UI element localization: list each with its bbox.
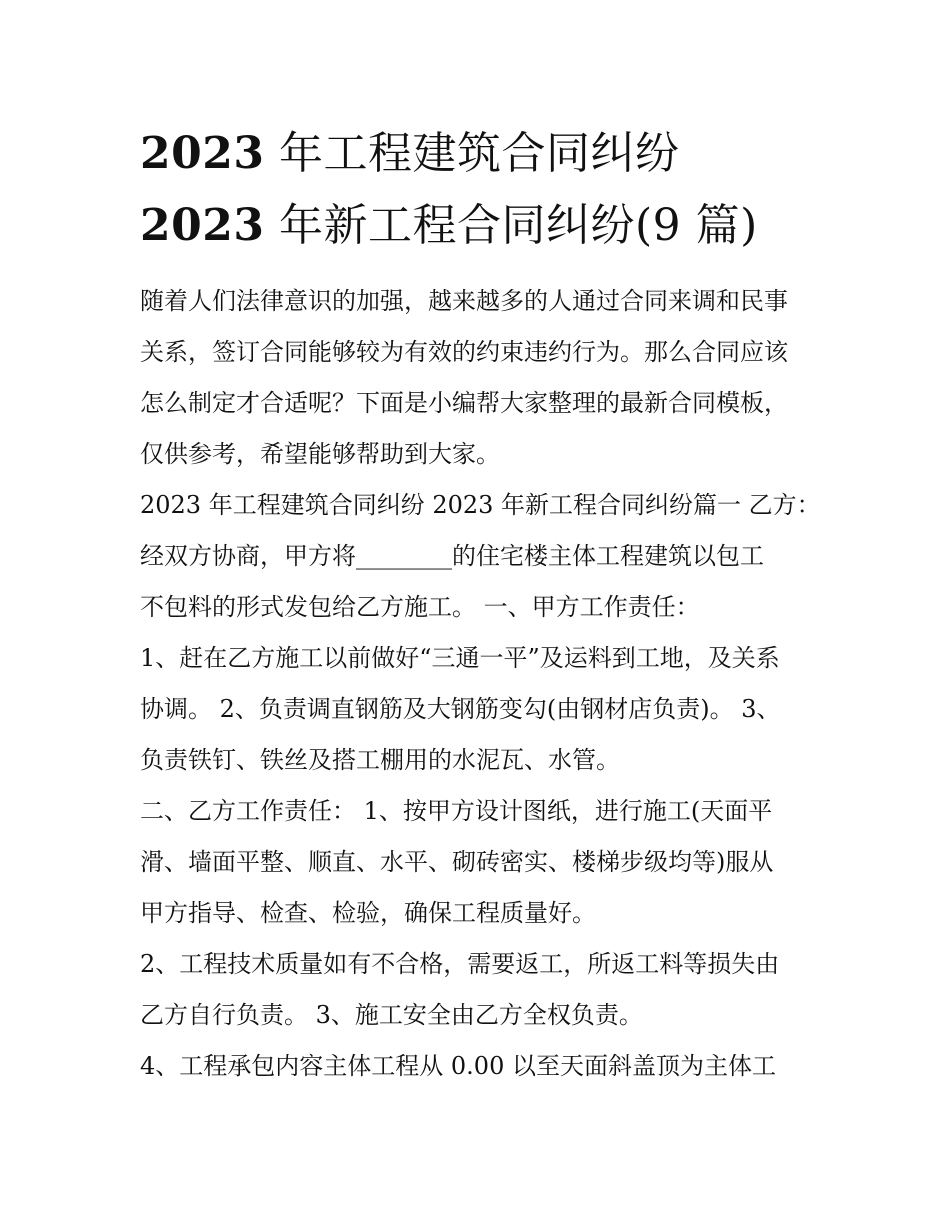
body-line: 2023 年工程建筑合同纠纷 2023 年新工程合同纠纷篇一 乙方：: [140, 491, 821, 519]
document-body: [140, 276, 821, 1092]
body-line: 不包料的形式发包给乙方施工。 一、甲方工作责任：: [140, 593, 700, 621]
body-line: 关系，签订合同能够较为有效的约束违约行为。那么合同应该: [140, 338, 788, 366]
body-line: 仅供参考，希望能够帮助到大家。: [140, 440, 500, 468]
body-line: 乙方自行负责。 3、施工安全由乙方全权负责。: [140, 1001, 643, 1029]
body-line: 经双方协商，甲方将________的住宅楼主体工程建筑以包工: [140, 542, 764, 570]
body-line: 负责铁钉、铁丝及搭工棚用的水泥瓦、水管。: [140, 746, 620, 774]
body-line: 甲方指导、检查、检验，确保工程质量好。: [140, 899, 596, 927]
body-line: 1、赶在乙方施工以前做好“三通一平”及运料到工地，及关系: [140, 644, 780, 672]
document-title: [140, 118, 810, 262]
body-line: 滑、墙面平整、顺直、水平、砌砖密实、楼梯步级均等)服从: [140, 848, 774, 876]
body-line: 怎么制定才合适呢？下面是小编帮大家整理的最新合同模板，: [140, 389, 788, 417]
body-line: 4、工程承包内容主体工程从 0.00 以至天面斜盖顶为主体工: [140, 1052, 776, 1080]
body-line: 协调。 2、负责调直钢筋及大钢筋变勾(由钢材店负责)。 3、: [140, 695, 781, 723]
body-line: 2、工程技术质量如有不合格，需要返工，所返工料等损失由: [140, 950, 780, 978]
title-line-2: 2023 年新工程合同纠纷(9 篇): [140, 200, 758, 251]
title-line-1: 2023 年工程建筑合同纠纷: [140, 128, 680, 179]
body-line: 随着人们法律意识的加强，越来越多的人通过合同来调和民事: [140, 287, 788, 315]
body-line: 二、乙方工作责任： 1、按甲方设计图纸，进行施工(天面平: [140, 797, 773, 825]
